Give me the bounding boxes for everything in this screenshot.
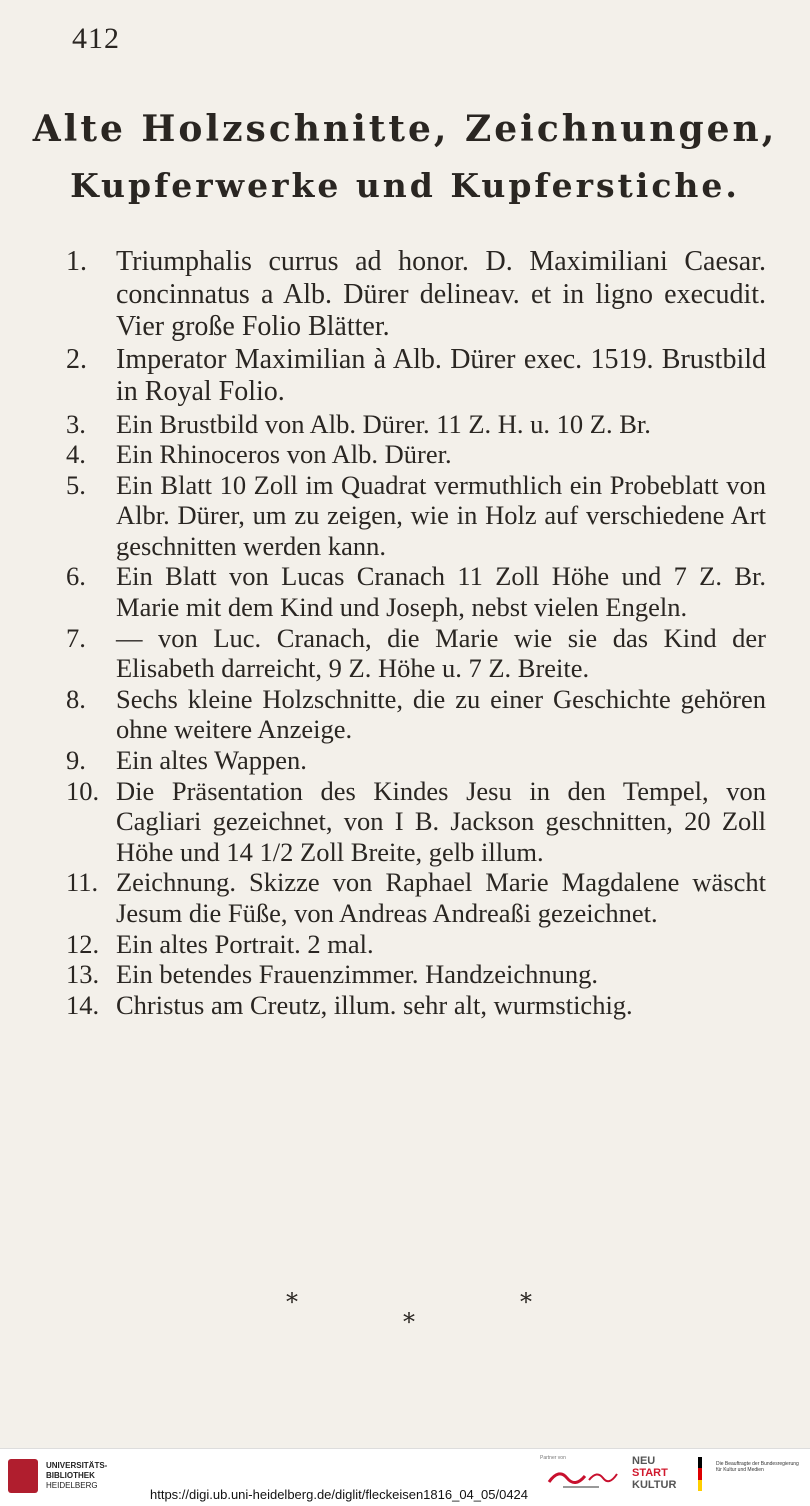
list-item: [66, 439, 766, 470]
star-mark: *: [520, 1288, 532, 1316]
library-name-line: BIBLIOTHEK: [46, 1471, 95, 1480]
heading-line-2: Kupferwerke und Kupferstiche.: [70, 166, 740, 205]
list-item: [66, 776, 766, 868]
entry-text: Ein Blatt 10 Zoll im Quadrat vermuthlich ein Probeblatt von Albr. Dürer, um zu zeigen, wie in Holz auf verschiedene Art geschnitten werden kann.: [116, 469, 766, 561]
neustart-kultur-logo[interactable]: [632, 1455, 676, 1491]
entry-number: 8.: [66, 683, 86, 714]
entry-number: 10.: [66, 775, 100, 806]
entry-number: 4.: [66, 439, 86, 470]
list-item: [66, 684, 766, 745]
entry-number: 1.: [66, 246, 87, 277]
list-item: [66, 623, 766, 684]
catalog-list: [66, 246, 766, 1020]
page-number: 412: [72, 22, 120, 55]
bkm-text: Die Beauftragte der Bundesregierung für Kultur und Medien: [716, 1461, 799, 1473]
entry-text: — von Luc. Cranach, die Marie wie sie das Kind der Elisabeth darreicht, 9 Z. Höhe u. 7 Z. Breite.: [116, 622, 766, 684]
list-item: [66, 990, 766, 1021]
entry-number: 14.: [66, 989, 100, 1020]
permalink-url[interactable]: https://digi.ub.uni-heidelberg.de/diglit/fleckeisen1816_04_05/0424: [150, 1487, 529, 1502]
star-mark: *: [286, 1288, 298, 1316]
list-item: [66, 246, 766, 344]
entry-number: 5.: [66, 469, 86, 500]
list-item: [66, 344, 766, 409]
list-item: [66, 561, 766, 622]
entry-text: Ein Rhinoceros von Alb. Dürer.: [116, 439, 452, 470]
list-item: [66, 959, 766, 990]
entry-text: Ein altes Wappen.: [116, 745, 307, 776]
list-item: [66, 470, 766, 562]
german-flag-icon: [698, 1457, 702, 1491]
list-item: [66, 929, 766, 960]
neustart-line: KULTUR: [632, 1479, 677, 1491]
list-item: [66, 409, 766, 440]
entry-number: 11.: [66, 867, 99, 898]
entry-number: 12.: [66, 928, 100, 959]
neustart-line: NEU: [632, 1455, 656, 1467]
list-item: [66, 745, 766, 776]
heidelberg-lion-icon: [8, 1459, 38, 1493]
entry-text: Christus am Creutz, illum. sehr alt, wurmstichig.: [116, 989, 633, 1020]
viewer-footer: [0, 1448, 810, 1506]
entry-text: Triumphalis currus ad honor. D. Maximiliani Caesar. concinnatus a Alb. Dürer delineav. et in ligno execudit. Vier große Folio Blätter.: [116, 246, 766, 342]
entry-text: Imperator Maximilian à Alb. Dürer exec. 1519. Brustbild in Royal Folio.: [116, 343, 766, 407]
neustart-line: START: [632, 1467, 668, 1479]
entry-number: 9.: [66, 745, 86, 776]
entry-text: Ein Blatt von Lucas Cranach 11 Zoll Höhe und 7 Z. Br. Marie mit dem Kind und Joseph, nebst vielen Engeln.: [116, 561, 766, 623]
partner-label: Partner von: [540, 1455, 566, 1461]
entry-number: 13.: [66, 959, 100, 990]
section-end-stars: [0, 1288, 810, 1336]
entry-text: Ein Brustbild von Alb. Dürer. 11 Z. H. u. 10 Z. Br.: [116, 408, 651, 439]
entry-number: 2.: [66, 343, 87, 375]
entry-text: Zeichnung. Skizze von Raphael Marie Magdalene wäscht Jesum die Füße, von Andreas Andreaßi gezeichnet.: [116, 867, 766, 928]
list-item: [66, 867, 766, 928]
library-name-line: HEIDELBERG: [46, 1481, 98, 1490]
heading-line-1: Alte Holzschnitte, Zeichnungen,: [32, 108, 778, 150]
ddb-logo-icon[interactable]: [545, 1464, 623, 1492]
entry-text: Sechs kleine Holzschnitte, die zu einer Geschichte gehören ohne weitere Anzeige.: [116, 683, 766, 745]
star-mark: *: [403, 1308, 415, 1336]
entry-text: Ein altes Portrait. 2 mal.: [116, 928, 374, 959]
entry-number: 3.: [66, 408, 86, 439]
library-name-line: UNIVERSITÄTS-: [46, 1461, 108, 1470]
entry-text: Die Präsentation des Kindes Jesu in den Tempel, von Cagliari gezeichnet, von I B. Jackson geschnitten, 20 Zoll Höhe und 14 1/2 Zoll Breite, gelb illum.: [116, 775, 766, 867]
library-logo[interactable]: [6, 1457, 146, 1495]
entry-number: 6.: [66, 561, 86, 592]
entry-number: 7.: [66, 622, 86, 653]
entry-text: Ein betendes Frauenzimmer. Handzeichnung.: [116, 959, 598, 990]
